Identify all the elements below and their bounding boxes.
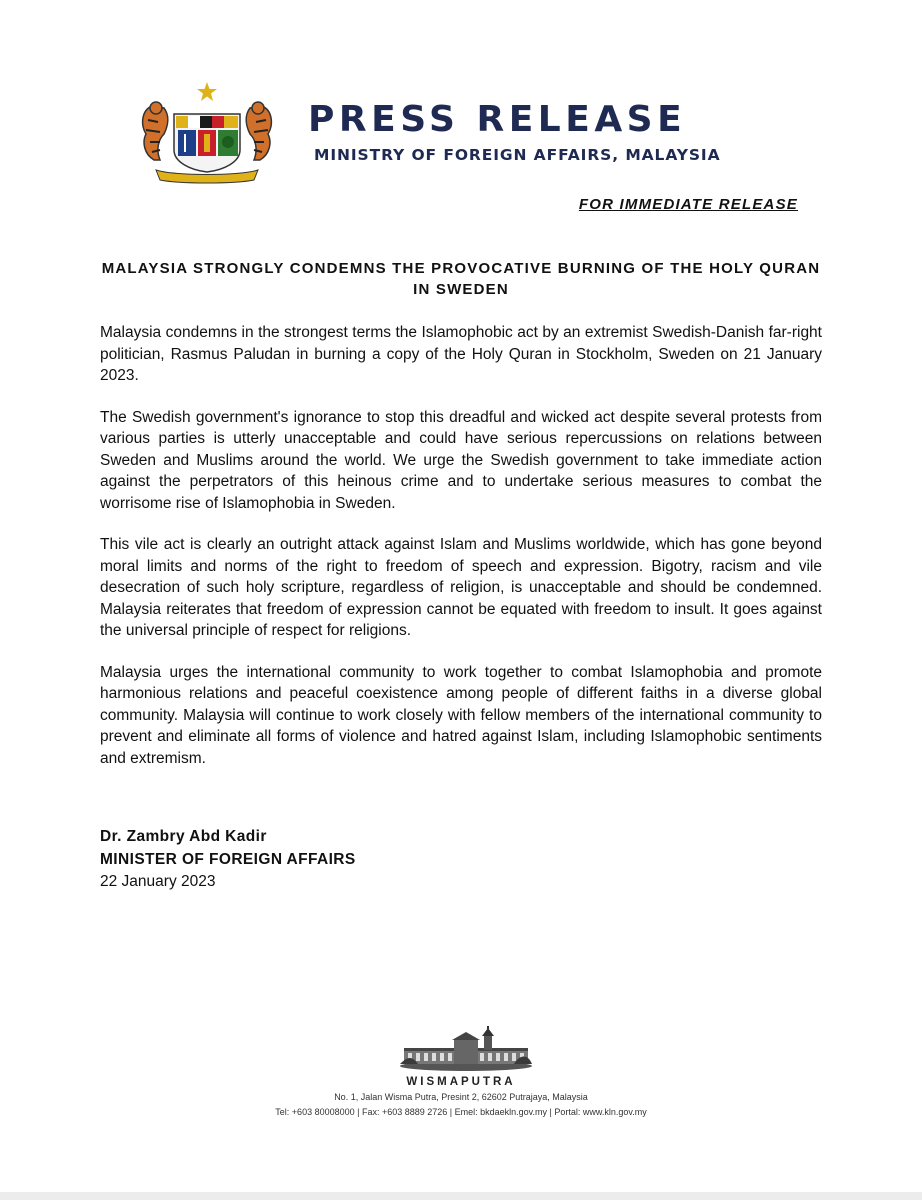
press-release-title: PRESS RELEASE bbox=[308, 99, 687, 140]
wisma-putra-brand: WISMAPUTRA bbox=[406, 1076, 516, 1088]
press-release-body bbox=[100, 322, 822, 789]
signatory-name: Dr. Zambry Abd Kadir bbox=[100, 828, 267, 845]
press-release-headline: MALAYSIA STRONGLY CONDEMNS THE PROVOCATIVE BURNING OF THE HOLY QURAN IN SWEDEN bbox=[101, 260, 821, 298]
signature-block bbox=[100, 826, 356, 894]
body-paragraph: This vile act is clearly an outright attack against Islam and Muslims worldwide, which has gone beyond moral limits and norms of the right to freedom of speech and expression. Bigotry, racism and vile desecration of such holy scripture, regardless of religion, is unacceptable and should be condemned. Malaysia reiterates that freedom of expression cannot be equated with freedom to insult. It goes against the universal principle of respect for religions. bbox=[100, 536, 822, 639]
body-paragraph: Malaysia urges the international community to work together to combat Islamophobia and promote harmonious relations and peaceful coexistence among people of different faiths in a diverse global community. Malaysia will continue to work closely with fellow members of the international community to prevent and eliminate all forms of violence and hatred against Islam, including Islamophobic sentiments and extremism. bbox=[100, 663, 822, 767]
malaysia-coat-of-arms-icon bbox=[134, 80, 280, 184]
wisma-putra-building-icon bbox=[398, 1026, 534, 1072]
body-paragraph: The Swedish government's ignorance to stop this dreadful and wicked act despite several protests from various parties is utterly unacceptable and could have serious repercussions on relations between Sweden and Muslims around the world. We urge the Swedish government to take immediate action against the perpetrators of this heinous crime and to undertake serious measures to combat the worrisome rise of Islamophobia in Sweden. bbox=[100, 408, 822, 512]
page-bottom-band bbox=[0, 1192, 922, 1200]
footer-address: No. 1, Jalan Wisma Putra, Presint 2, 62602 Putrajaya, Malaysia bbox=[334, 1092, 588, 1102]
signatory-title: MINISTER OF FOREIGN AFFAIRS bbox=[100, 850, 356, 868]
release-date: 22 January 2023 bbox=[100, 873, 216, 890]
body-paragraph: Malaysia condemns in the strongest terms the Islamophobic act by an extremist Swedish-Danish far-right politician, Rasmus Paludan in burning a copy of the Holy Quran in Stockholm, Sweden on 21 January 2023. bbox=[100, 324, 822, 384]
ministry-subtitle: MINISTRY OF FOREIGN AFFAIRS, MALAYSIA bbox=[314, 146, 721, 164]
immediate-release-tag: FOR IMMEDIATE RELEASE bbox=[578, 196, 798, 213]
footer-contact: Tel: +603 80008000 | Fax: +603 8889 2726 | Emel: bkdaekln.gov.my | Portal: www.kln.gov.my bbox=[275, 1107, 647, 1117]
